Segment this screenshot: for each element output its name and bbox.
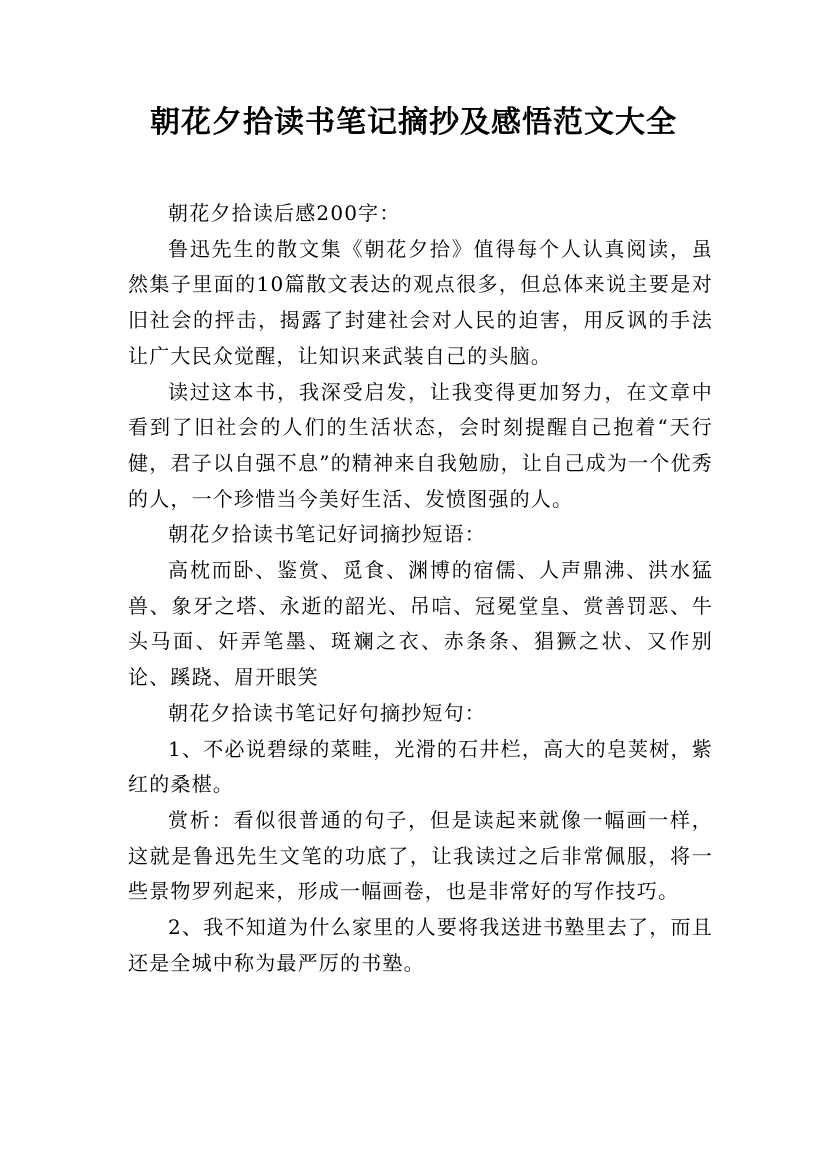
paragraph-reflection-2: 读过这本书，我深受启发，让我变得更加努力，在文章中看到了旧社会的人们的生活状态，会时刻提醒自己抱着“天行健，君子以自强不息”的精神来自我勉励，让自己成为一个优秀的人，一个珍惜当今美好生活、发愤图强的人。 xyxy=(128,379,713,511)
paragraph-heading-good-sentences: 朝花夕拾读书笔记好句摘抄短句： xyxy=(168,700,486,725)
document-title: 朝花夕拾读书笔记摘抄及感悟范文大全 xyxy=(150,105,677,140)
paragraph-sentence-1-analysis: 赏析：看似很普通的句子，但是读起来就像一幅画一样，这就是鲁迅先生文笔的功底了，让我读过之后非常佩服，将一些景物罗列起来，形成一幅画卷，也是非常好的写作技巧。 xyxy=(128,807,713,904)
paragraph-heading-good-words: 朝花夕拾读书笔记好词摘抄短语： xyxy=(168,522,486,547)
paragraph-sentence-1: 1、不必说碧绿的菜畦，光滑的石井栏，高大的皂荚树，紫红的桑椹。 xyxy=(128,736,713,797)
document-body xyxy=(128,196,713,981)
paragraph-good-words-list: 高枕而卧、鉴赏、觅食、渊博的宿儒、人声鼎沸、洪水猛兽、象牙之塔、永逝的韶光、吊唁、冠冕堂皇、赏善罚恶、牛头马面、奸弄笔墨、斑斓之衣、赤条条、猖獗之状、又作别论、蹊跷、眉开眼笑 xyxy=(128,558,713,690)
paragraph-sentence-2: 2、我不知道为什么家里的人要将我送进书塾里去了，而且还是全城中称为最严厉的书塾。 xyxy=(128,915,713,975)
paragraph-reflection-1: 鲁迅先生的散文集《朝花夕拾》值得每个人认真阅读，虽然集子里面的10篇散文表达的观点很多，但总体来说主要是对旧社会的抨击，揭露了封建社会对人民的迫害，用反讽的手法让广大民众觉醒，让知识来武装自己的头脑。 xyxy=(128,236,713,368)
paragraph-heading-reading-reflection: 朝花夕拾读后感200字： xyxy=(168,201,401,225)
